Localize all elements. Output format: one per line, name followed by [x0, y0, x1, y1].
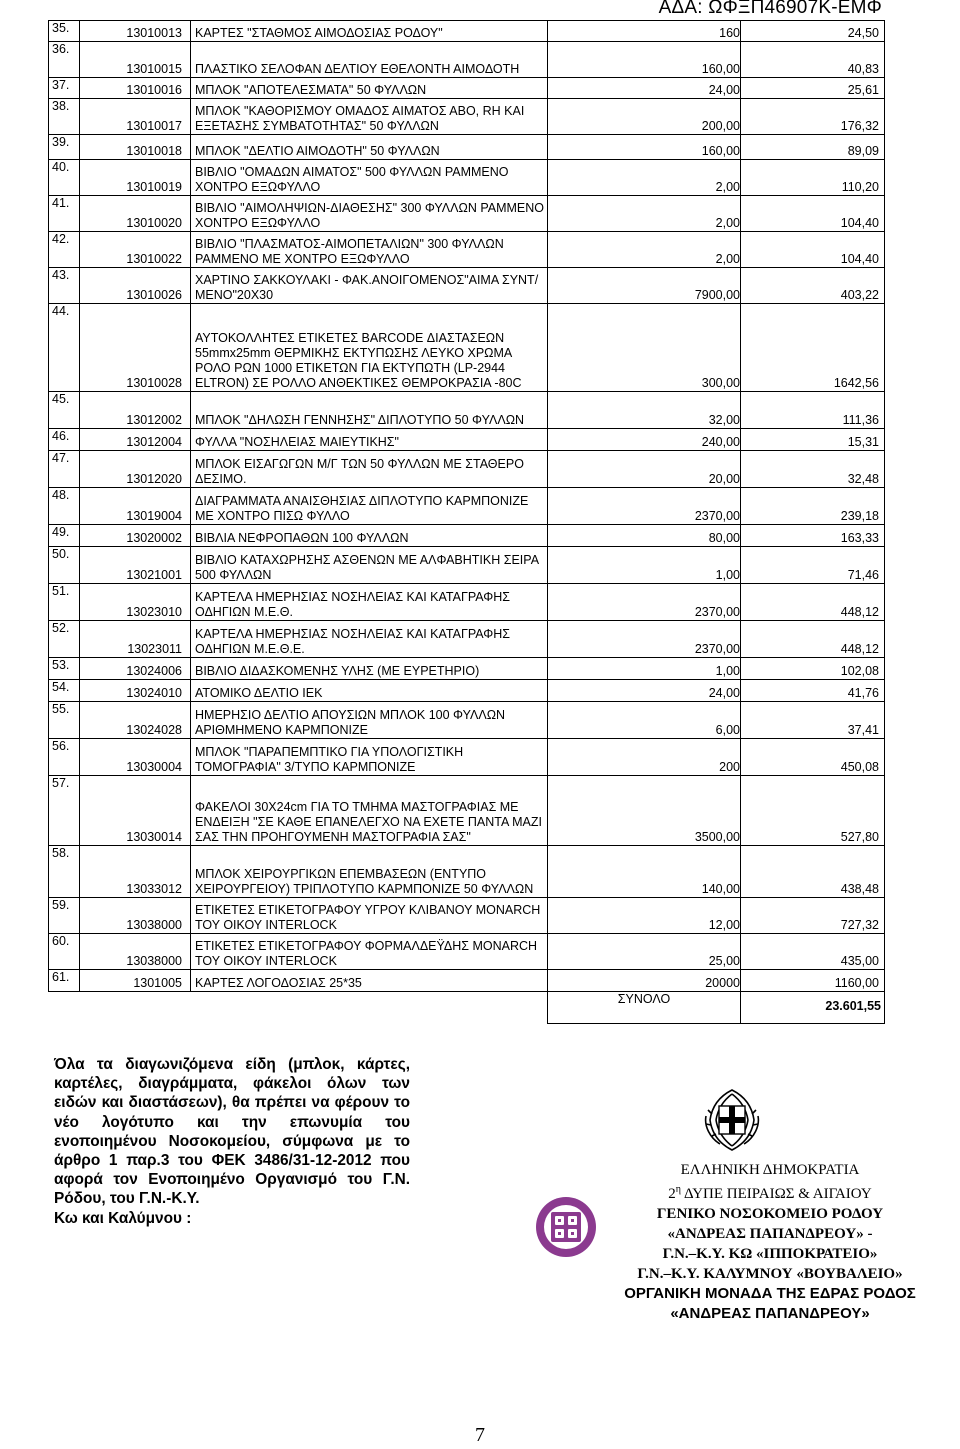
table-row	[49, 680, 885, 702]
item-description: ΔΙΑΓΡΑΜΜΑΤΑ ΑΝΑΙΣΘΗΣΙΑΣ ΔΙΠΛΟΤΥΠΟ ΚΑΡΜΠΟΝΙΖΕ ΜΕ ΧΟΝΤΡΟ ΠΙΣΩ ΦΥΛΛΟ	[191, 488, 548, 525]
table-row	[49, 429, 885, 451]
item-description: ΜΠΛΟΚ "ΔΗΛΩΣΗ ΓΕΝΝΗΣΗΣ" ΔΙΠΛΟΤΥΠΟ 50 ΦΥΛΛΩΝ	[191, 392, 548, 429]
table-row	[49, 846, 885, 898]
row-number: 60.	[49, 934, 80, 970]
item-amount: 448,12	[741, 584, 885, 621]
item-quantity: 3500,00	[548, 776, 741, 846]
note-text: Όλα τα διαγωνιζόμενα είδη (μπλοκ, κάρτες, καρτέλες, διαγράμματα, φάκελοι όλων των ειδών και διαστάσεων), θα πρέπει να φέρουν το νέο λογότυπο και την επωνυμία του ενοποιημένου Νοσοκομείου, σύμφωνα με το άρθρο 1 παρ.3 του ΦΕΚ 3486/31-12-2012 που αφορά τον Ενοποιημένο Οργανισμό του Γ.Ν. Ρόδου, του Γ.Ν.-Κ.Υ.	[54, 1056, 410, 1208]
total-row	[49, 992, 885, 1024]
items-table	[48, 20, 885, 1024]
row-number: 45.	[49, 392, 80, 429]
item-description: ΒΙΒΛΙΑ ΝΕΦΡΟΠΑΘΩΝ 100 ΦΥΛΛΩΝ	[191, 525, 548, 547]
item-description: ΑΤΟΜΙΚΟ ΔΕΛΤΙΟ ΙΕΚ	[191, 680, 548, 702]
logo-requirement-note	[54, 1055, 410, 1228]
item-amount: 111,36	[741, 392, 885, 429]
item-description: ΚΑΡΤΕΛΑ ΗΜΕΡΗΣΙΑΣ ΝΟΣΗΛΕΙΑΣ ΚΑΙ ΚΑΤΑΓΡΑΦΗΣ ΟΔΗΓΙΩΝ Μ.Ε.Θ.	[191, 584, 548, 621]
row-number: 50.	[49, 547, 80, 584]
item-description: ΒΙΒΛΙΟ "ΑΙΜΟΛΗΨΙΩΝ-ΔΙΑΘΕΣΗΣ" 300 ΦΥΛΛΩΝ ΡΑΜΜΕΝΟ ΧΟΝΤΡΟ ΕΞΩΦΥΛΛΟ	[191, 196, 548, 232]
item-quantity: 20000	[548, 970, 741, 992]
header-line-4: «ΑΝΔΡΕΑΣ ΠΑΠΑΝΔΡΕΟΥ» -	[667, 1226, 873, 1242]
item-quantity: 2,00	[548, 232, 741, 268]
item-amount: 24,50	[741, 21, 885, 42]
row-number: 52.	[49, 621, 80, 658]
item-quantity: 2370,00	[548, 621, 741, 658]
item-code: 13010020	[80, 196, 191, 232]
header-line-1: ΕΛΛΗΝΙΚΗ ΔΗΜΟΚΡΑΤΙΑ	[680, 1162, 860, 1178]
item-quantity: 7900,00	[548, 268, 741, 304]
item-amount: 1642,56	[741, 304, 885, 392]
item-amount: 450,08	[741, 739, 885, 776]
item-code: 13010013	[80, 21, 191, 42]
item-description: ΒΙΒΛΙΟ "ΠΛΑΣΜΑΤΟΣ-ΑΙΜΟΠΕΤΑΛΙΩΝ" 300 ΦΥΛΛΩΝ ΡΑΜΜΕΝΟ ΜΕ ΧΟΝΤΡΟ ΕΞΩΦΥΛΛΟ	[191, 232, 548, 268]
note-text-last: Κω και Καλύμνου :	[54, 1209, 192, 1227]
table-row	[49, 702, 885, 739]
row-number: 57.	[49, 776, 80, 846]
row-number: 46.	[49, 429, 80, 451]
table-row	[49, 196, 885, 232]
item-code: 13012004	[80, 429, 191, 451]
table-row	[49, 739, 885, 776]
row-number: 44.	[49, 304, 80, 392]
total-spacer	[49, 992, 548, 1024]
item-amount: 15,31	[741, 429, 885, 451]
item-description: ΕΤΙΚΕΤΕΣ ΕΤΙΚΕΤΟΓΡΑΦΟΥ ΦΟΡΜΑΛΔΕΫΔΗΣ MONARCH ΤΟΥ ΟΙΚΟΥ INTERLOCK	[191, 934, 548, 970]
row-number: 49.	[49, 525, 80, 547]
item-quantity: 200	[548, 739, 741, 776]
table-row	[49, 232, 885, 268]
row-number: 48.	[49, 488, 80, 525]
header-line-2: $2^\eta$ ΔΥΠΕ ΠΕΙΡΑΙΩΣ & ΑΙΓΑΙΟΥ	[668, 1184, 872, 1202]
row-number: 54.	[49, 680, 80, 702]
item-description: ΒΙΒΛΙΟ ΔΙΔΑΣΚΟΜΕΝΗΣ ΥΛΗΣ (ΜΕ ΕΥΡΕΤΗΡΙΟ)	[191, 658, 548, 680]
item-quantity: 160	[548, 21, 741, 42]
item-code: 13024028	[80, 702, 191, 739]
item-description: ΑΥΤΟΚΟΛΛΗΤΕΣ ΕΤΙΚΕΤΕΣ BARCODE ΔΙΑΣΤΑΣΕΩΝ 55mmx25mm ΘΕΡΜΙΚΗΣ ΕΚΤΥΠΩΣΗΣ ΛΕΥΚΟ ΧΡΩΜΑ ΡΟΛΟ ΡΩΝ 1000 ΕΤΙΚΕΤΩΝ ΓΙΑ ΕΚΤΥΠΩΤΗ (LP-2944 ELTRON) ΣΕ ΡΟΛΛΟ ΑΝΘΕΚΤΙΚΕΣ ΘΕΜΡΟΚΡΑΣΙΑ -80C	[191, 304, 548, 392]
item-code: 13010019	[80, 160, 191, 196]
row-number: 35.	[49, 21, 80, 42]
item-code: 13038000	[80, 934, 191, 970]
item-code: 13023011	[80, 621, 191, 658]
table-row	[49, 525, 885, 547]
item-code: 13021001	[80, 547, 191, 584]
greek-coat-of-arms-icon	[698, 1086, 766, 1154]
item-quantity: 80,00	[548, 525, 741, 547]
item-amount: 41,76	[741, 680, 885, 702]
item-quantity: 1,00	[548, 658, 741, 680]
row-number: 39.	[49, 135, 80, 160]
item-quantity: 160,00	[548, 42, 741, 78]
table-row	[49, 451, 885, 488]
item-code: 13030014	[80, 776, 191, 846]
item-quantity: 160,00	[548, 135, 741, 160]
item-amount: 176,32	[741, 99, 885, 135]
item-code: 13010016	[80, 78, 191, 99]
item-description: ΦΥΛΛΑ "ΝΟΣΗΛΕΙΑΣ ΜΑΙΕΥΤΙΚΗΣ"	[191, 429, 548, 451]
table-row	[49, 268, 885, 304]
item-description: ΚΑΡΤΕΣ ΛΟΓΟΔΟΣΙΑΣ 25*35	[191, 970, 548, 992]
item-code: 13023010	[80, 584, 191, 621]
table-row	[49, 42, 885, 78]
total-value: 23.601,55	[741, 992, 885, 1024]
item-code: 13012002	[80, 392, 191, 429]
item-description: ΜΠΛΟΚ "ΑΠΟΤΕΛΕΣΜΑΤΑ" 50 ΦΥΛΛΩΝ	[191, 78, 548, 99]
row-number: 55.	[49, 702, 80, 739]
item-quantity: 24,00	[548, 78, 741, 99]
item-amount: 438,48	[741, 846, 885, 898]
table-row	[49, 970, 885, 992]
item-code: 1301005	[80, 970, 191, 992]
row-number: 42.	[49, 232, 80, 268]
item-amount: 163,33	[741, 525, 885, 547]
item-code: 13033012	[80, 846, 191, 898]
row-number: 58.	[49, 846, 80, 898]
item-quantity: 6,00	[548, 702, 741, 739]
item-code: 13030004	[80, 739, 191, 776]
row-number: 47.	[49, 451, 80, 488]
item-amount: 527,80	[741, 776, 885, 846]
item-code: 13010015	[80, 42, 191, 78]
item-description: ΒΙΒΛΙΟ ΚΑΤΑΧΩΡΗΣΗΣ ΑΣΘΕΝΩΝ ΜΕ ΑΛΦΑΒΗΤΙΚΗ ΣΕΙΡΑ 500 ΦΥΛΛΩΝ	[191, 547, 548, 584]
item-amount: 104,40	[741, 196, 885, 232]
table-row	[49, 99, 885, 135]
item-amount: 727,32	[741, 898, 885, 934]
header-line-8: «ΑΝΔΡΕΑΣ ΠΑΠΑΝΔΡΕΟΥ»	[670, 1305, 870, 1322]
item-amount: 89,09	[741, 135, 885, 160]
item-code: 13012020	[80, 451, 191, 488]
table-row	[49, 488, 885, 525]
table-row	[49, 776, 885, 846]
item-description: ΒΙΒΛΙΟ "ΟΜΑΔΩΝ ΑΙΜΑΤΟΣ" 500 ΦΥΛΛΩΝ ΡΑΜΜΕΝΟ ΧΟΝΤΡΟ ΕΞΩΦΥΛΛΟ	[191, 160, 548, 196]
item-code: 13019004	[80, 488, 191, 525]
item-description: ΚΑΡΤΕΣ "ΣΤΑΘΜΟΣ ΑΙΜΟΔΟΣΙΑΣ ΡΟΔΟΥ"	[191, 21, 548, 42]
table-row	[49, 584, 885, 621]
row-number: 36.	[49, 42, 80, 78]
item-description: ΧΑΡΤΙΝΟ ΣΑΚΚΟΥΛΑΚΙ - ΦΑΚ.ΑΝΟΙΓΟΜΕΝΟΣ"ΑΙΜΑ ΣΥΝΤ/ΜΕΝΟ"20Χ30	[191, 268, 548, 304]
item-amount: 110,20	[741, 160, 885, 196]
item-quantity: 200,00	[548, 99, 741, 135]
row-number: 56.	[49, 739, 80, 776]
item-description: ΦΑΚΕΛΟΙ 30Χ24cm ΓΙΑ ΤΟ ΤΜΗΜΑ ΜΑΣΤΟΓΡΑΦΙΑΣ ΜΕ ΕΝΔΕΙΞΗ "ΣΕ ΚΑΘΕ ΕΠΑΝΕΛΕΓΧΟ ΝΑ ΕΧΕΤΕ ΠΑΝΤΑ ΜΑΖΙ ΣΑΣ ΤΗΝ ΠΡΟΗΓΟΥΜΕΝΗ ΜΑΣΤΟΓΡΑΦΙΑ ΣΑΣ"	[191, 776, 548, 846]
item-amount: 40,83	[741, 42, 885, 78]
item-amount: 104,40	[741, 232, 885, 268]
item-description: ΜΠΛΟΚ "ΚΑΘΟΡΙΣΜΟΥ ΟΜΑΔΟΣ ΑΙΜΑΤΟΣ ΑΒΟ, RH ΚΑΙ ΕΞΕΤΑΣΗΣ ΣΥΜΒΑΤΟΤΗΤΑΣ" 50 ΦΥΛΛΩΝ	[191, 99, 548, 135]
item-quantity: 240,00	[548, 429, 741, 451]
item-description: ΜΠΛΟΚ ΧΕΙΡΟΥΡΓΙΚΩΝ ΕΠΕΜΒΑΣΕΩΝ (ΕΝΤΥΠΟ ΧΕΙΡΟΥΡΓΕΙΟΥ) ΤΡΙΠΛΟΤΥΠΟ ΚΑΡΜΠΟΝΙΖΕ 50 ΦΥΛΛΩΝ	[191, 846, 548, 898]
item-amount: 239,18	[741, 488, 885, 525]
item-code: 13020002	[80, 525, 191, 547]
table-row	[49, 658, 885, 680]
row-number: 38.	[49, 99, 80, 135]
table-row	[49, 78, 885, 99]
item-amount: 71,46	[741, 547, 885, 584]
item-amount: 32,48	[741, 451, 885, 488]
table-row	[49, 21, 885, 42]
row-number: 37.	[49, 78, 80, 99]
item-quantity: 1,00	[548, 547, 741, 584]
table-row	[49, 934, 885, 970]
item-code: 13010022	[80, 232, 191, 268]
item-description: ΜΠΛΟΚ ΕΙΣΑΓΩΓΩΝ Μ/Γ ΤΩΝ 50 ΦΥΛΛΩΝ ΜΕ ΣΤΑΘΕΡΟ ΔΕΣΙΜΟ.	[191, 451, 548, 488]
item-quantity: 24,00	[548, 680, 741, 702]
table-row	[49, 392, 885, 429]
row-number: 43.	[49, 268, 80, 304]
item-code: 13010026	[80, 268, 191, 304]
table-row	[49, 135, 885, 160]
row-number: 59.	[49, 898, 80, 934]
item-amount: 403,22	[741, 268, 885, 304]
item-description: ΚΑΡΤΕΛΑ ΗΜΕΡΗΣΙΑΣ ΝΟΣΗΛΕΙΑΣ ΚΑΙ ΚΑΤΑΓΡΑΦΗΣ ΟΔΗΓΙΩΝ Μ.Ε.Θ.Ε.	[191, 621, 548, 658]
hospital-letterhead	[570, 1160, 960, 1324]
item-amount: 102,08	[741, 658, 885, 680]
item-code: 13010028	[80, 304, 191, 392]
item-amount: 37,41	[741, 702, 885, 739]
table-row	[49, 621, 885, 658]
item-amount: 1160,00	[741, 970, 885, 992]
header-line-5: Γ.Ν.–Κ.Υ. ΚΩ «ΙΠΠΟΚΡΑΤΕΙΟ»	[662, 1246, 878, 1262]
item-description: ΗΜΕΡΗΣΙΟ ΔΕΛΤΙΟ ΑΠΟΥΣΙΩΝ ΜΠΛΟΚ 100 ΦΥΛΛΩΝ ΑΡΙΘΜΗΜΕΝΟ ΚΑΡΜΠΟΝΙΖΕ	[191, 702, 548, 739]
item-amount: 435,00	[741, 934, 885, 970]
page-number: 7	[475, 1424, 485, 1446]
item-code: 13010017	[80, 99, 191, 135]
header-line-7: ΟΡΓΑΝΙΚΗ ΜΟΝΑΔΑ ΤΗΣ ΕΔΡΑΣ ΡΟΔΟΣ	[624, 1285, 916, 1302]
header-line-6: Γ.Ν.–Κ.Υ. ΚΑΛΥΜΝΟΥ «ΒΟΥΒΑΛΕΙΟ»	[637, 1266, 903, 1282]
item-quantity: 300,00	[548, 304, 741, 392]
table-row	[49, 304, 885, 392]
item-code: 13024006	[80, 658, 191, 680]
row-number: 51.	[49, 584, 80, 621]
ada-header: ΑΔΑ: ΩΦΞΠ46907Κ-ΕΜΦ	[658, 0, 882, 18]
row-number: 61.	[49, 970, 80, 992]
table-row	[49, 547, 885, 584]
item-code: 13024010	[80, 680, 191, 702]
item-quantity: 2,00	[548, 196, 741, 232]
item-quantity: 20,00	[548, 451, 741, 488]
item-description: ΜΠΛΟΚ "ΠΑΡΑΠΕΜΠΤΙΚΟ ΓΙΑ ΥΠΟΛΟΓΙΣΤΙΚΗ ΤΟΜΟΓΡΑΦΙΑ" 3/ΤΥΠΟ ΚΑΡΜΠΟΝΙΖΕ	[191, 739, 548, 776]
item-quantity: 2370,00	[548, 584, 741, 621]
header-line-3: ΓΕΝΙΚΟ ΝΟΣΟΚΟΜΕΙΟ ΡΟΔΟΥ	[656, 1206, 884, 1222]
row-number: 40.	[49, 160, 80, 196]
item-quantity: 2,00	[548, 160, 741, 196]
table-row	[49, 160, 885, 196]
item-description: ΕΤΙΚΕΤΕΣ ΕΤΙΚΕΤΟΓΡΑΦΟΥ ΥΓΡΟΥ ΚΛΙΒΑΝΟΥ MONARCH ΤΟΥ ΟΙΚΟΥ INTERLOCK	[191, 898, 548, 934]
total-label: ΣΥΝΟΛΟ	[548, 992, 741, 1024]
item-quantity: 140,00	[548, 846, 741, 898]
item-code: 13038000	[80, 898, 191, 934]
item-description: ΜΠΛΟΚ "ΔΕΛΤΙΟ ΑΙΜΟΔΟΤΗ" 50 ΦΥΛΛΩΝ	[191, 135, 548, 160]
item-quantity: 25,00	[548, 934, 741, 970]
item-description: ΠΛΑΣΤΙΚΟ ΣΕΛΟΦΑΝ ΔΕΛΤΙΟΥ ΕΘΕΛΟΝΤΗ ΑΙΜΟΔΟΤΗ	[191, 42, 548, 78]
item-amount: 25,61	[741, 78, 885, 99]
item-quantity: 12,00	[548, 898, 741, 934]
table-row	[49, 898, 885, 934]
item-quantity: 32,00	[548, 392, 741, 429]
item-code: 13010018	[80, 135, 191, 160]
item-amount: 448,12	[741, 621, 885, 658]
item-quantity: 2370,00	[548, 488, 741, 525]
row-number: 53.	[49, 658, 80, 680]
row-number: 41.	[49, 196, 80, 232]
